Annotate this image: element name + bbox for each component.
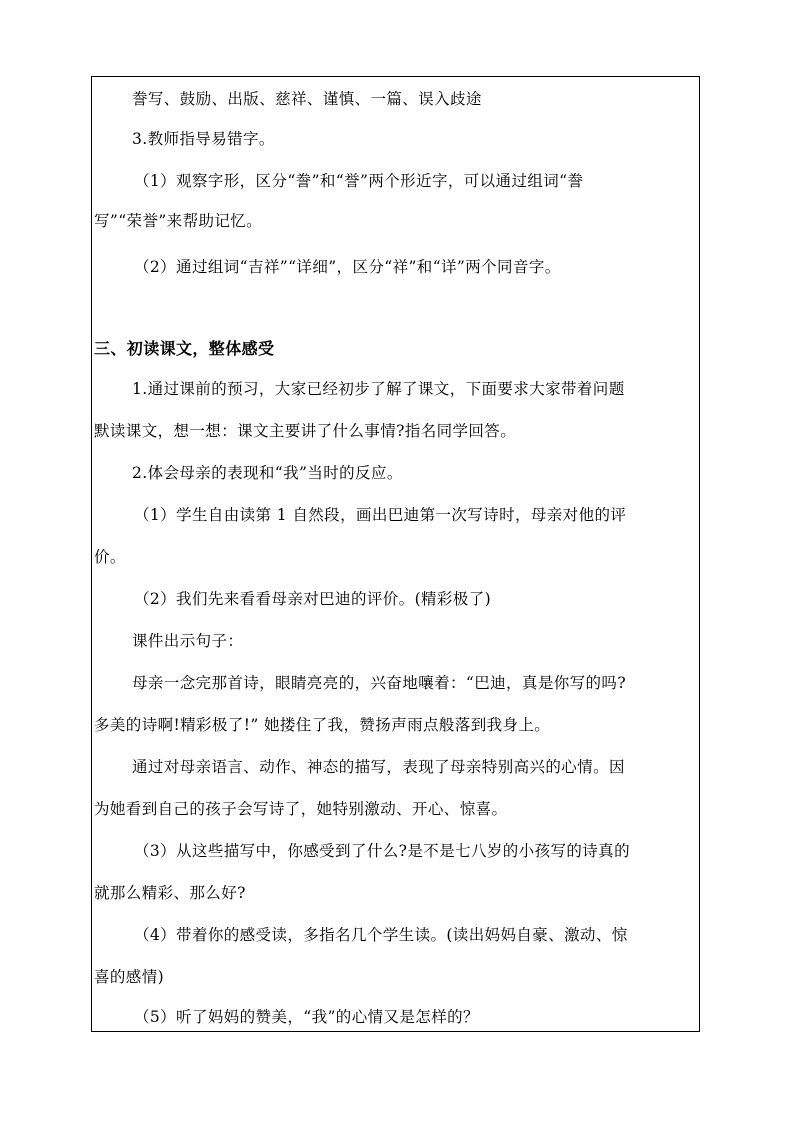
vocabulary-line: 誊写、鼓励、出版、慈祥、谨慎、一篇、误入歧途 — [132, 90, 482, 108]
paragraph-line: 价。 — [94, 548, 126, 566]
paragraph-line: （3）从这些描写中，你感受到了什么?是不是七八岁的小孩写的诗真的 — [134, 842, 630, 860]
section-heading: 三、初读课文，整体感受 — [94, 339, 275, 358]
paragraph-line: 默读课文，想一想：课文主要讲了什么事情?指名同学回答。 — [94, 422, 517, 440]
paragraph-line: （1）观察字形，区分“誊”和“誉”两个形近字，可以通过组词“誊 — [134, 172, 584, 190]
paragraph-line: （2）我们先来看看母亲对巴迪的评价。(精彩极了) — [134, 590, 492, 608]
step-3-line: 3.教师指导易错字。 — [132, 130, 275, 148]
paragraph-line: （2）通过组词“吉祥”“详细”，区分“祥”和“详”两个同音字。 — [134, 258, 561, 276]
paragraph-line: （4）带着你的感受读，多指名几个学生读。(读出妈妈自豪、激动、惊 — [134, 926, 628, 944]
document-table-cell — [91, 76, 700, 1032]
paragraph-line: 课件出示句子： — [132, 632, 244, 650]
paragraph-line: 2.体会母亲的表现和“我”当时的反应。 — [132, 464, 403, 482]
paragraph-line: 1.通过课前的预习，大家已经初步了解了课文，下面要求大家带着问题 — [132, 380, 625, 398]
paragraph-line: 通过对母亲语言、动作、神态的描写，表现了母亲特别高兴的心情。因 — [132, 758, 625, 776]
paragraph-line: 就那么精彩、那么好? — [94, 884, 246, 902]
paragraph-line: （5）听了妈妈的赞美，“我”的心情又是怎样的？ — [134, 1008, 479, 1026]
paragraph-line: 喜的感情) — [94, 968, 165, 986]
paragraph-line: 写”“荣誉”来帮助记忆。 — [94, 212, 263, 230]
paragraph-line: （1）学生自由读第 1 自然段，画出巴迪第一次写诗时，母亲对他的评 — [134, 506, 627, 524]
quoted-sentence-line: 多美的诗啊!精彩极了!” 她搂住了我，赞扬声雨点般落到我身上。 — [94, 716, 551, 734]
quoted-sentence-line: 母亲一念完那首诗，眼睛亮亮的，兴奋地嚷着：“巴迪，真是你写的吗? — [132, 674, 627, 692]
paragraph-line: 为她看到自己的孩子会写诗了，她特别激动、开心、惊喜。 — [94, 800, 508, 818]
